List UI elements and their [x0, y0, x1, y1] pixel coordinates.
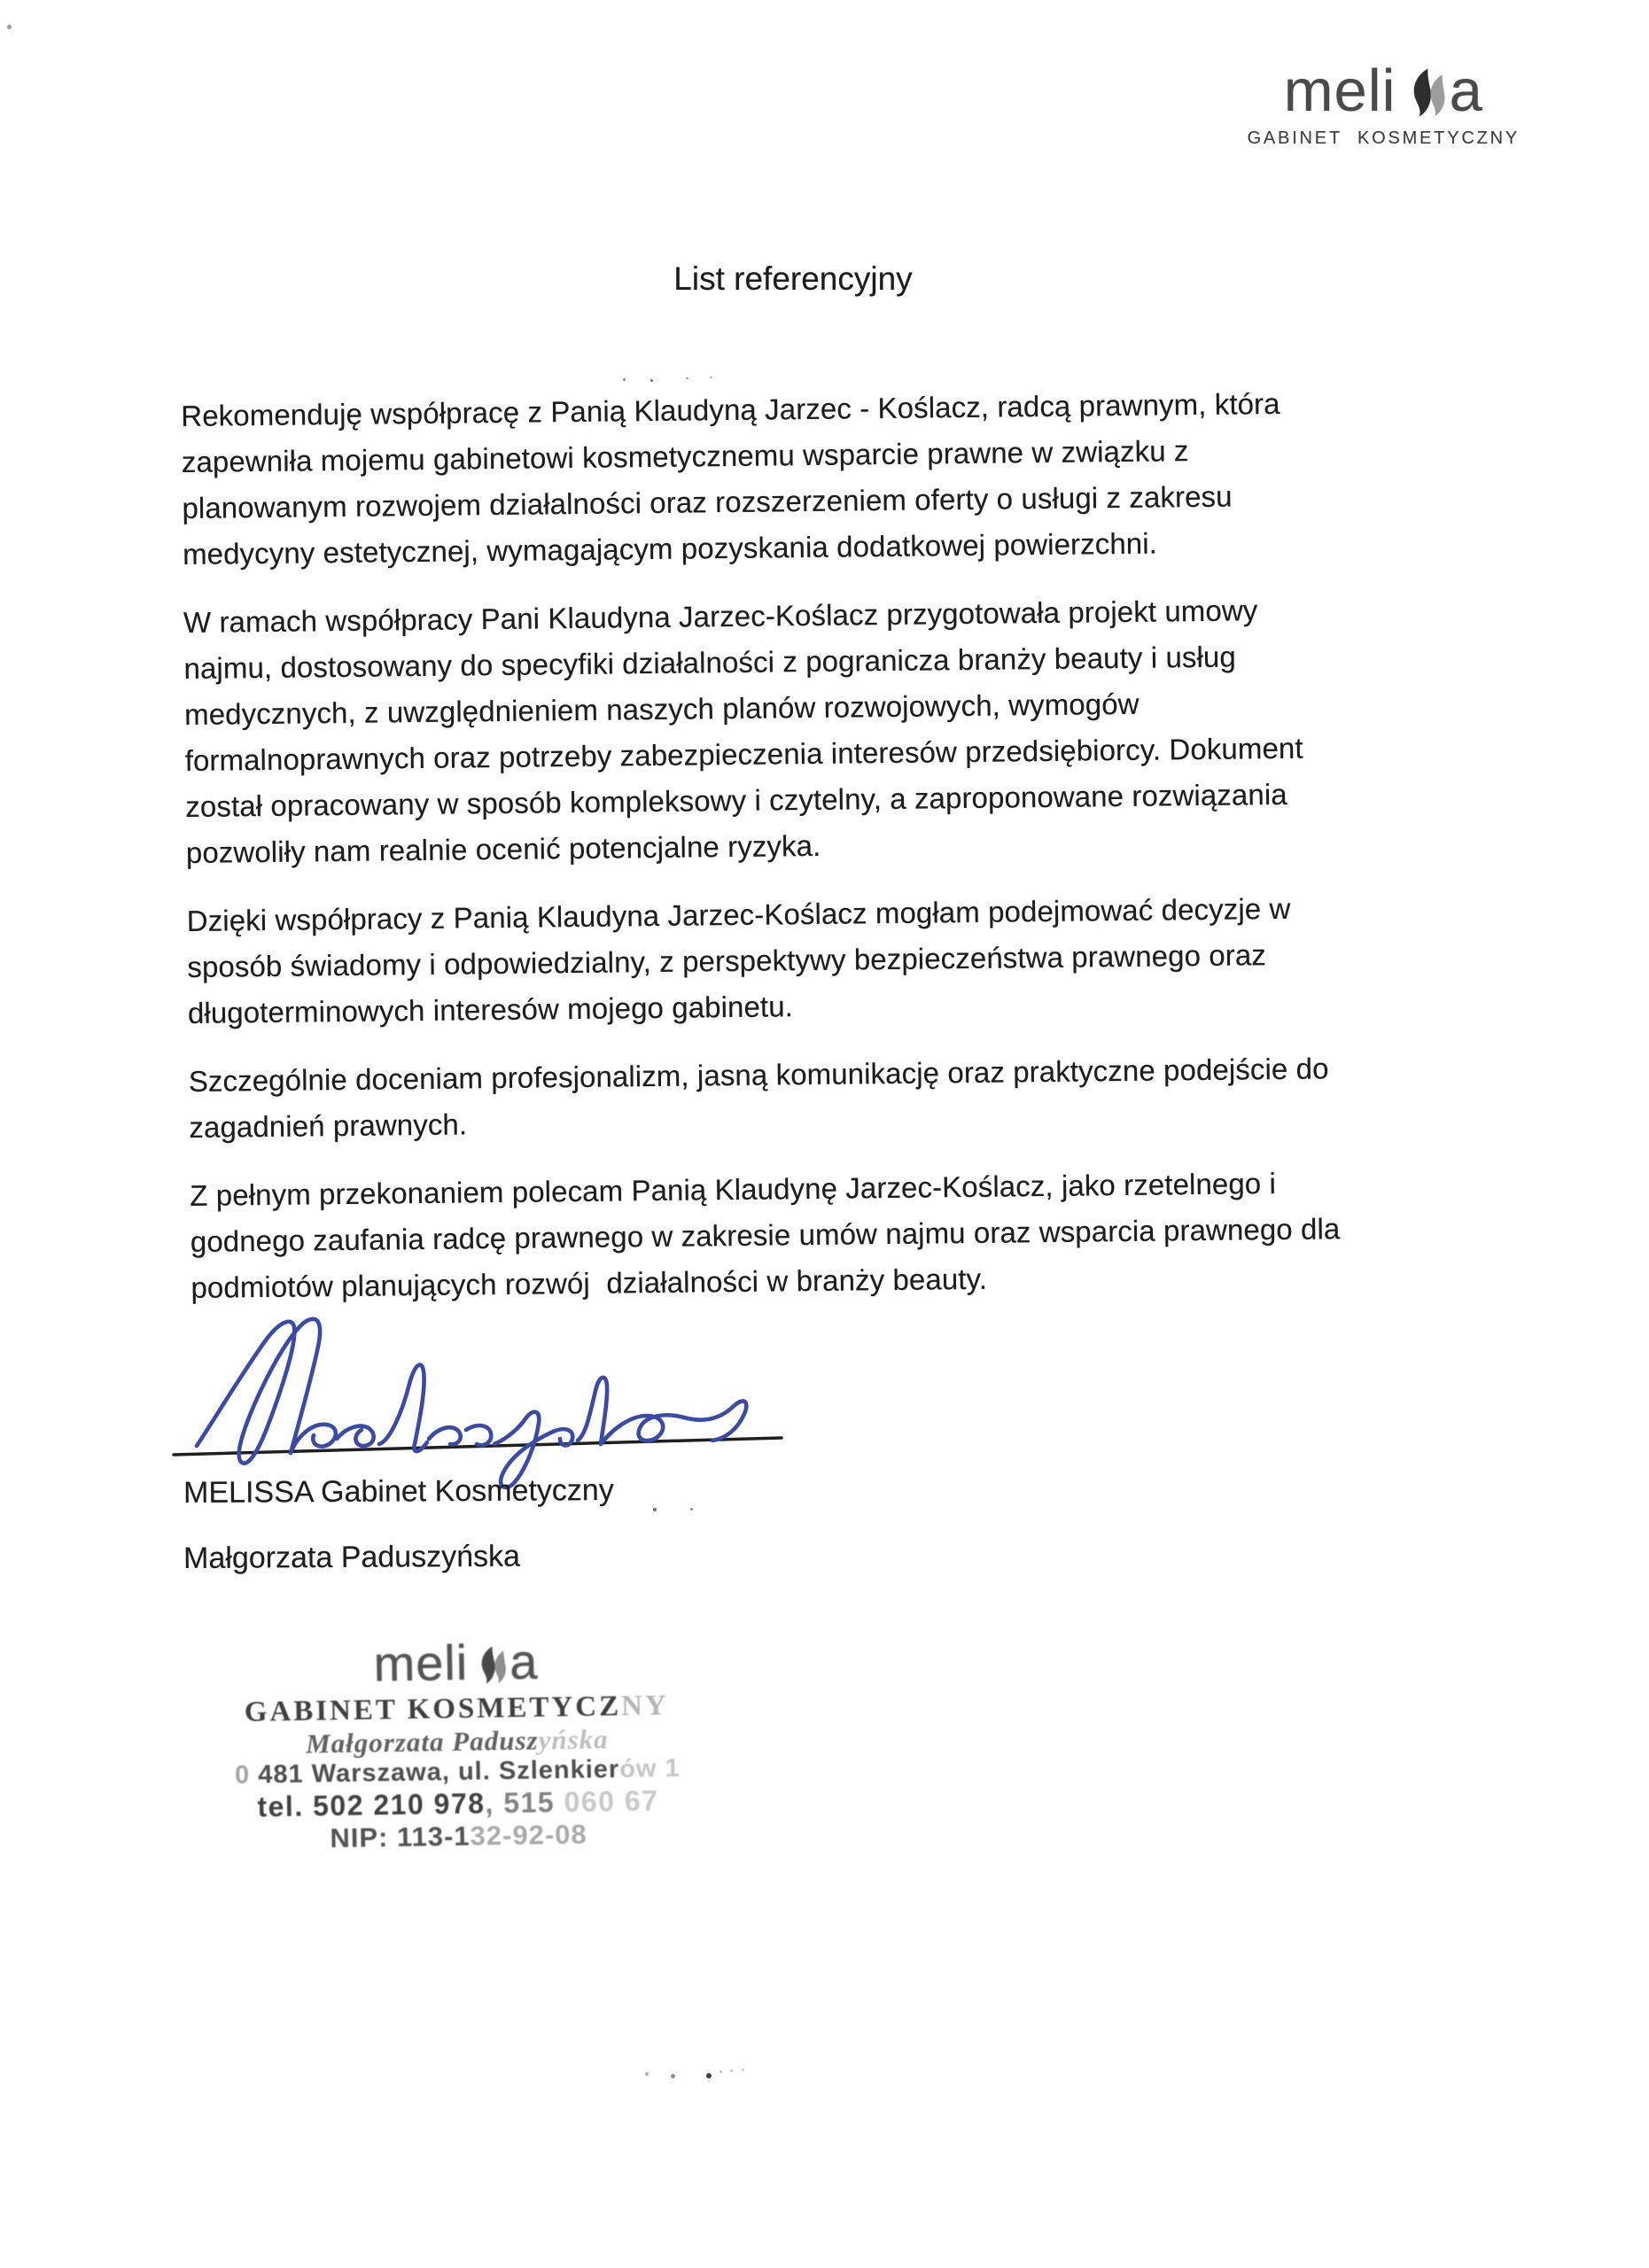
signoff-company: MELISSA Gabinet Kosmetyczny	[183, 1473, 614, 1510]
stamp-text-segment: NY	[620, 1689, 670, 1723]
brand-name-prefix: meli	[1283, 58, 1396, 124]
stamp-brand-logo	[373, 1633, 539, 1692]
scan-speck	[653, 1508, 657, 1511]
scan-speck	[706, 2073, 712, 2078]
stamp-brand-prefix: meli	[373, 1634, 469, 1692]
scan-speck	[671, 2074, 675, 2078]
scan-speck	[623, 378, 626, 381]
scan-speck	[730, 2070, 733, 2072]
scan-speck	[690, 1508, 693, 1511]
scan-speck	[7, 25, 12, 29]
scan-speck	[742, 2069, 744, 2071]
letter-paragraph: Z pełnym przekonaniem polecam Panią Klaudynę Jarzec-Koślacz, jako rzetelnego i godnego zaufania radcę prawnego w zakresie umów najmu oraz wsparcia prawnego dla podmiotów planujących rozwój działalności w branży beauty.	[190, 1167, 1341, 1304]
scan-speck	[686, 377, 688, 379]
stamp-text-segment: 32-92-08	[470, 1818, 587, 1852]
stamp-brand-suffix: a	[509, 1633, 539, 1689]
brand-logo	[1248, 55, 1520, 149]
melissa-leaves-icon	[471, 1635, 509, 1699]
brand-name-suffix: a	[1449, 58, 1483, 124]
letter-paragraph: W ramach współpracy Pani Klaudyna Jarzec-Koślacz przygotowała projekt umowy najmu, dostosowany do specyfiki działalności z pogranicza branży beauty i usług medycznych, z uwzględnieniem naszych planów rozwojowych, wymogów formalnoprawnych oraz potrzeby zabezpieczenia interesów przedsiębiorcy. Dokument został opracowany w sposób kompleksowy i czytelny, a zaproponowane rozwiązania pozwoliły nam realnie ocenić potencjalne ryzyka.	[183, 594, 1303, 869]
brand-tagline: GABINET KOSMETYCZNY	[1247, 128, 1520, 148]
stamp-text-segment: tel. 502 210 978	[257, 1787, 486, 1823]
stamp-text-segment: yńska	[538, 1723, 609, 1756]
scan-speck	[710, 377, 712, 378]
signoff-name: Małgorzata Paduszyńska	[183, 1539, 521, 1575]
melissa-leaves-icon	[1400, 55, 1448, 135]
stamp-text-segment: 060 67	[564, 1784, 659, 1818]
stamp-text-segment: 481 Warszawa, ul. Szlenkier	[249, 1755, 620, 1790]
stamp-text-segment: NIP: 113-1	[330, 1820, 471, 1854]
brand-name	[1283, 55, 1483, 124]
letter-paragraph: Dzięki współpracy z Panią Klaudyna Jarzec-Koślacz mogłam podejmować decyzje w sposób świadomy i odpowiedzialny, z perspektywy bezpieczeństwa prawnego oraz długoterminowych interesów mojego gabinetu.	[186, 891, 1291, 1029]
stamp-text-segment: Małgorzata Padusz	[305, 1724, 539, 1759]
letter-body	[181, 378, 1503, 1333]
stamp-text-segment: 0	[234, 1760, 251, 1790]
stamp-text-lines	[228, 1689, 688, 1856]
handwritten-signature	[161, 1313, 821, 1497]
signature-ink-strokes	[197, 1319, 746, 1487]
stamp-text-segment: , 515	[485, 1785, 564, 1820]
stamp-text-segment: ów 1	[618, 1754, 681, 1784]
scan-speck	[645, 2072, 649, 2076]
stamp-text-segment: GABINET KOSMETYCZ	[244, 1690, 622, 1728]
company-stamp	[227, 1632, 688, 1856]
scan-speck	[650, 379, 653, 382]
letter-title: List referencyjny	[673, 260, 913, 297]
letter-paragraph: Szczególnie doceniam profesjonalizm, jasną komunikację oraz praktyczne podejście do zagadnień prawnych.	[188, 1052, 1329, 1144]
letter-paragraph: Rekomenduję współpracę z Panią Klaudyną Jarzec - Koślacz, radcą prawnym, która zapewniła mojemu gabinetowi kosmetycznemu wsparcie prawne w związku z planowanym rozwojem działalności oraz rozszerzeniem oferty o usługi z zakresu medycyny estetycznej, wymagającym pozyskania dodatkowej powierzchni.	[181, 386, 1280, 571]
scan-speck	[719, 2070, 722, 2073]
